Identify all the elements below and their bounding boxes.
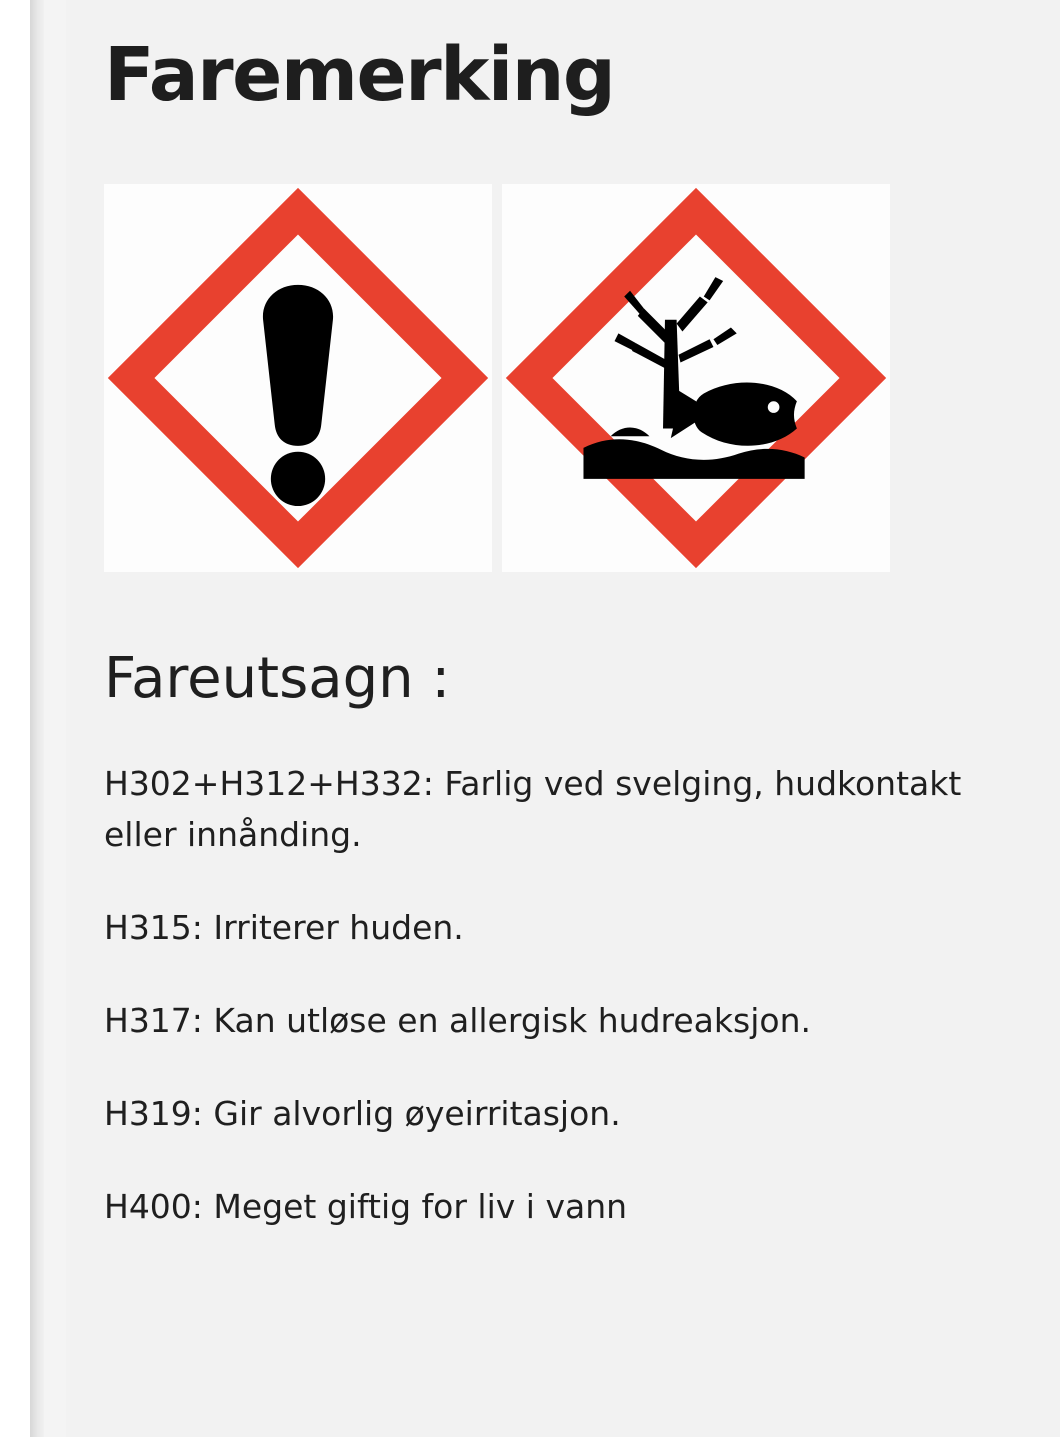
- page-left-margin: [0, 0, 30, 1437]
- hazard-statement: H400: Meget giftig for liv i vann: [104, 1187, 628, 1227]
- dead-tree-and-fish-icon: [502, 184, 890, 572]
- page-gutter: [44, 0, 66, 1437]
- ghs07-exclamation-mark-pictogram: [104, 184, 492, 572]
- document-content: [66, 0, 1060, 1437]
- hazard-statement: H302+H312+H332: Farlig ved svelging, hudkontakt eller innånding.: [104, 763, 972, 854]
- hazard-statement: H317: Kan utløse en allergisk hudreaksjon.: [104, 1001, 811, 1041]
- hazard-statement: H319: Gir alvorlig øyeirritasjon.: [104, 1094, 621, 1134]
- exclamation-mark-icon: [104, 184, 492, 572]
- page-fold-shadow: [30, 0, 44, 1437]
- hazard-pictogram-group: [104, 184, 1060, 572]
- hazard-statement-list: [104, 758, 1004, 1233]
- ghs09-environment-pictogram: [502, 184, 890, 572]
- page-title: Faremerking: [104, 32, 615, 118]
- hazard-statement: H315: Irriterer huden.: [104, 907, 464, 947]
- section-heading-fareutsagn: Fareutsagn :: [104, 646, 451, 711]
